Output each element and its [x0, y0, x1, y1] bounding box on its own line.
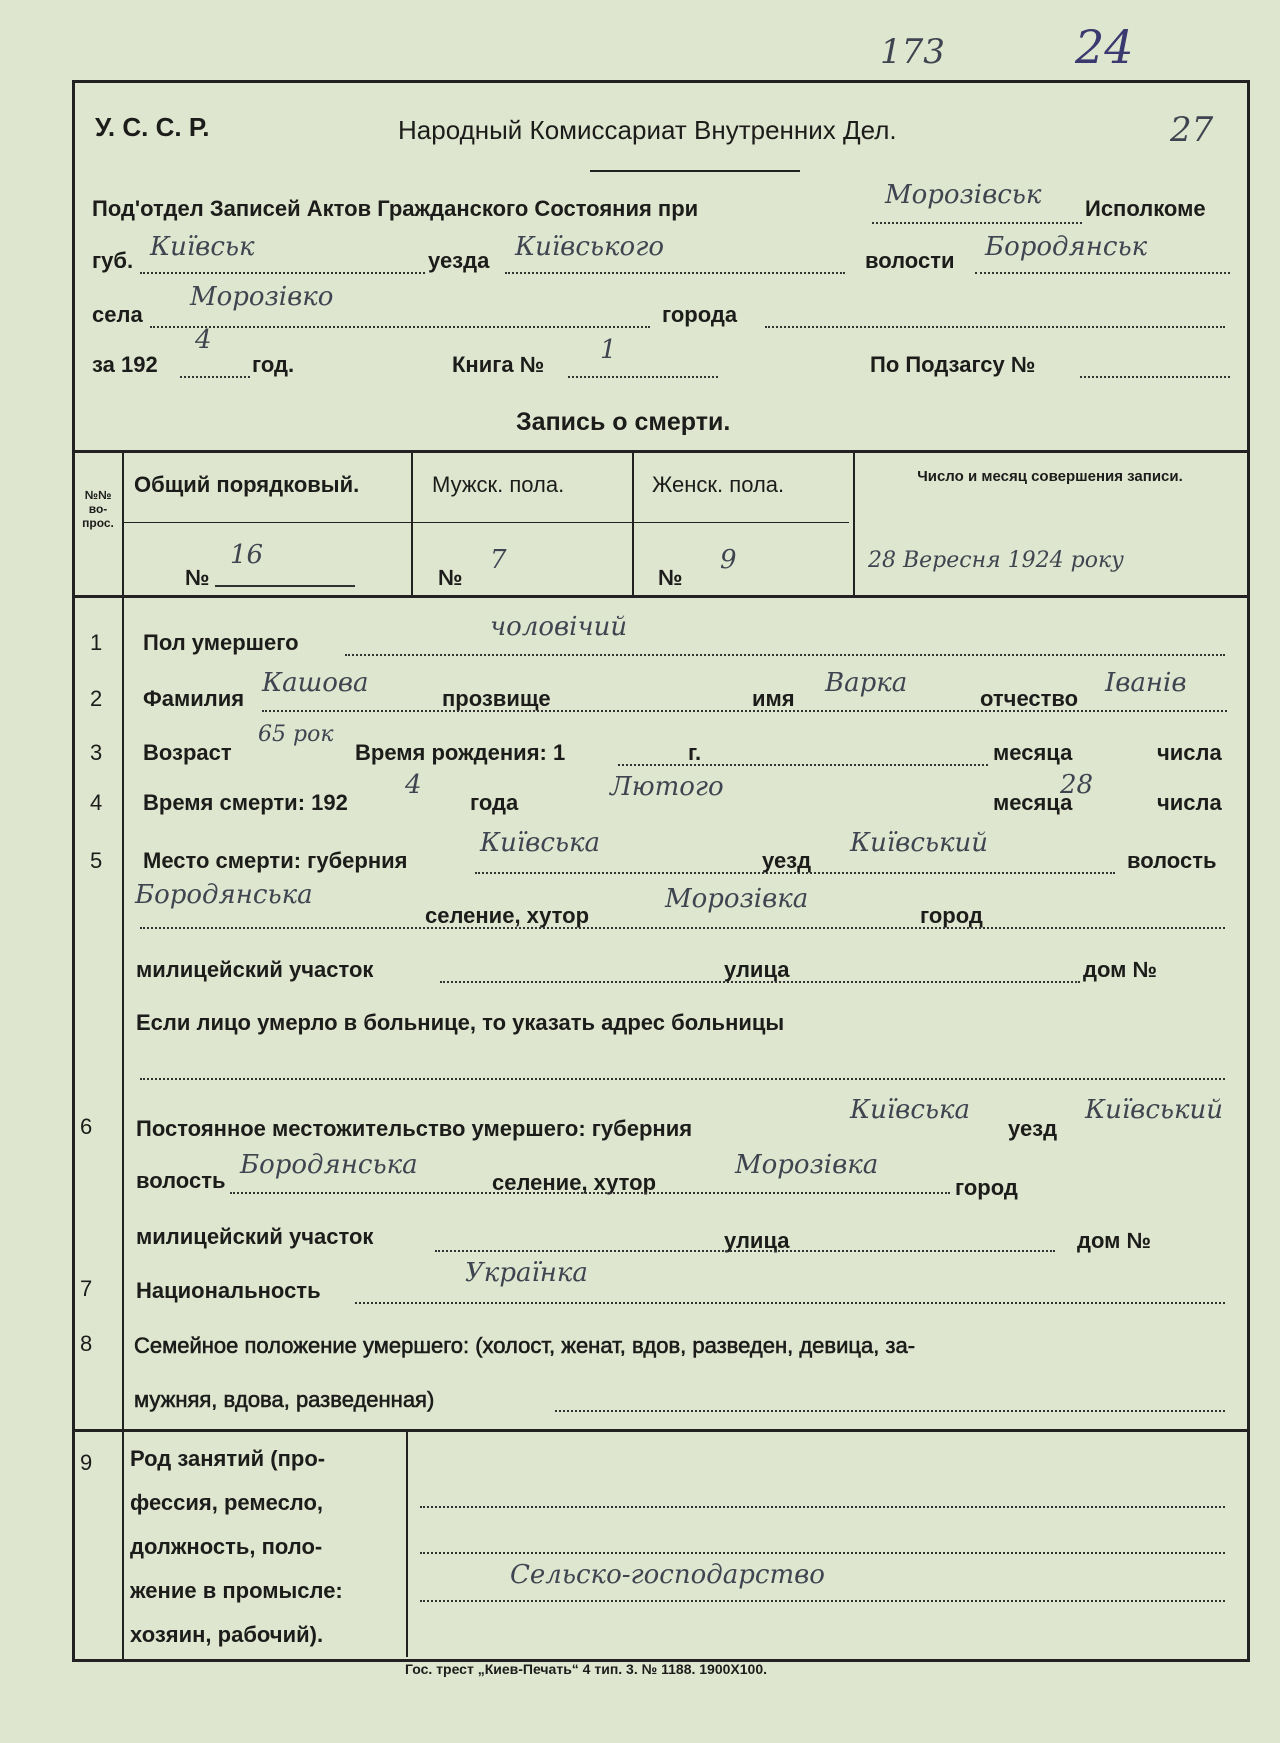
death-volost-label: волость — [1127, 848, 1217, 873]
rule-line — [853, 450, 855, 595]
death-house-label: дом № — [1083, 957, 1158, 982]
fill-line — [975, 272, 1230, 274]
volost-label: волости — [865, 248, 955, 273]
death-day-value: 28 — [1060, 770, 1094, 800]
selo-value: Морозівко — [190, 282, 334, 312]
year-suffix: год. — [252, 352, 295, 377]
death-uezd-label: уезд — [762, 848, 812, 873]
death-time-label: Время смерти: 192 — [143, 790, 348, 815]
male-value: 7 — [490, 545, 507, 575]
marital-status-line2: мужняя, вдова, разведенная) — [134, 1387, 435, 1412]
page-number-annotation: 173 — [880, 32, 945, 72]
nationality-label: Национальность — [136, 1278, 321, 1303]
subdept-suffix: Исполкоме — [1085, 196, 1206, 221]
patronymic-label: отчество — [980, 686, 1079, 711]
corner-number-annotation: 27 — [1170, 110, 1214, 150]
death-militia-label: милицейский участок — [136, 957, 374, 982]
divider — [590, 170, 800, 172]
fill-line — [440, 981, 1080, 983]
fill-line — [230, 1192, 950, 1194]
occupation-label: жение в промысле: — [130, 1578, 343, 1603]
row-num: 6 — [80, 1114, 93, 1139]
surname-label: Фамилия — [143, 686, 245, 711]
res-selo-value: Морозівка — [735, 1150, 879, 1180]
female-value: 9 — [720, 545, 737, 575]
birth-label: Время рождения: 1 — [355, 740, 566, 765]
row-num: 4 — [90, 790, 103, 815]
uezd-label: уезда — [428, 248, 490, 273]
volost-value: Бородянськ — [985, 232, 1148, 262]
death-year-suffix: года — [470, 790, 519, 815]
nickname-label: прозвище — [442, 686, 551, 711]
death-month-value: Лютого — [610, 772, 724, 802]
res-volost-value: Бородянська — [240, 1150, 418, 1180]
death-year-value: 4 — [405, 770, 422, 800]
fill-line — [140, 927, 1225, 929]
col-date-header: Число и месяц совершения записи. — [917, 468, 1183, 485]
nationality-value: Українка — [465, 1258, 588, 1288]
fill-line — [568, 376, 718, 378]
commissariat-title: Народный Комиссариат Внутренних Дел. — [398, 115, 897, 145]
occupation-value: Сельско-господарство — [510, 1560, 825, 1590]
marital-status-line1: Семейное положение умершего: (холост, женат, вдов, разведен, девица, за- — [134, 1333, 916, 1358]
gub-label: губ. — [92, 248, 134, 273]
fill-line — [345, 654, 1225, 656]
row-num: 3 — [90, 740, 103, 765]
res-uezd-label: уезд — [1008, 1116, 1058, 1141]
row-num: 8 — [80, 1331, 93, 1356]
fill-line — [420, 1506, 1225, 1508]
death-month-label: месяца — [993, 790, 1073, 815]
rule-line — [72, 595, 1247, 598]
patronymic-value: Іванів — [1105, 668, 1187, 698]
fill-line — [140, 1078, 1225, 1080]
year-value: 4 — [195, 325, 212, 355]
total-prefix: № — [185, 565, 210, 590]
death-day-label: числа — [1157, 790, 1222, 815]
age-label: Возраст — [143, 740, 232, 765]
row-num: 2 — [90, 686, 103, 711]
surname-value: Кашова — [262, 668, 369, 698]
occupation-label: Род занятий (про- — [130, 1446, 326, 1471]
subdept-value: Морозівськ — [885, 180, 1042, 210]
death-volost-value: Бородянська — [135, 880, 313, 910]
fill-line — [475, 872, 1115, 874]
fill-line — [435, 1250, 1055, 1252]
occupation-label: хозяин, рабочий). — [130, 1622, 324, 1647]
birth-year-suffix: г. — [688, 740, 702, 765]
fill-line — [420, 1600, 1225, 1602]
col-male-header: Мужск. пола. — [432, 472, 565, 497]
fill-line — [140, 272, 425, 274]
rule-line — [406, 1429, 408, 1657]
selo-label: села — [92, 302, 143, 327]
occupation-label: фессия, ремесло, — [130, 1490, 324, 1515]
gub-value: Київськ — [150, 232, 255, 262]
fill-line — [262, 710, 1227, 712]
female-prefix: № — [658, 565, 683, 590]
death-gub-value: Київська — [480, 828, 601, 858]
fill-line — [420, 1552, 1225, 1554]
res-house-label: дом № — [1077, 1228, 1152, 1253]
printer-footer: Гос. трест „Киев-Печать“ 4 тип. 3. № 1188. 1900Х100. — [405, 1661, 768, 1677]
fill-line — [1080, 376, 1230, 378]
sex-label: Пол умершего — [143, 630, 299, 655]
archive-number-annotation: 24 — [1075, 20, 1134, 74]
rule-line — [122, 450, 124, 1660]
republic: У. С. С. Р. — [95, 112, 210, 142]
subdept-label: Под'отдел Записей Актов Гражданского Состояния при — [92, 196, 699, 221]
fill-line — [355, 1302, 1225, 1304]
res-gub-value: Київська — [850, 1095, 971, 1125]
fill-line — [505, 272, 845, 274]
res-street-label: улица — [724, 1228, 790, 1253]
rule-line — [72, 450, 1247, 453]
col-num-header: №№ во-прос. — [82, 488, 114, 530]
fill-line — [872, 222, 1082, 224]
row-num: 5 — [90, 848, 103, 873]
birth-day-label: числа — [1157, 740, 1222, 765]
row-num: 7 — [80, 1276, 93, 1301]
residence-label: Постоянное местожительство умершего: губерния — [136, 1116, 693, 1141]
fill-line — [215, 585, 355, 587]
col-female-header: Женск. пола. — [652, 472, 785, 497]
hospital-label: Если лицо умерло в больнице, то указать адрес больницы — [136, 1010, 785, 1035]
death-street-label: улица — [724, 957, 790, 982]
age-value: 65 рок — [258, 722, 334, 747]
sex-value: чоловічий — [490, 612, 628, 642]
male-prefix: № — [438, 565, 463, 590]
res-uezd-value: Київський — [1085, 1095, 1224, 1125]
row-num: 1 — [90, 630, 103, 655]
res-selo-label: селение, хутор — [492, 1170, 657, 1195]
total-value: 16 — [230, 540, 264, 570]
death-place-label: Место смерти: губерния — [143, 848, 408, 873]
gorod-label: города — [662, 302, 738, 327]
book-label: Книга № — [452, 352, 545, 377]
name-label: имя — [752, 686, 795, 711]
occupation-label: должность, поло- — [130, 1534, 323, 1559]
row-num: 9 — [80, 1450, 93, 1475]
name-value: Варка — [825, 668, 908, 698]
book-value: 1 — [600, 335, 617, 365]
birth-month-label: месяца — [993, 740, 1073, 765]
form-title: Запись о смерти. — [516, 408, 731, 436]
fill-line — [618, 764, 988, 766]
rule-line — [124, 522, 849, 523]
year-label: за 192 — [92, 352, 158, 377]
fill-line — [180, 376, 250, 378]
date-value: 28 Вересня 1924 року — [868, 548, 1124, 573]
uezd-value: Київського — [515, 232, 665, 262]
res-gorod-label: город — [955, 1175, 1018, 1200]
res-volost-label: волость — [136, 1168, 226, 1193]
fill-line — [765, 326, 1225, 328]
fill-line — [555, 1410, 1225, 1412]
death-uezd-value: Київський — [850, 828, 989, 858]
death-gorod-label: город — [920, 903, 983, 928]
podzags-label: По Подзагсу № — [870, 352, 1036, 377]
fill-line — [150, 326, 650, 328]
death-selo-value: Морозівка — [665, 884, 809, 914]
death-selo-label: селение, хутор — [425, 903, 590, 928]
rule-line — [72, 1429, 1247, 1432]
res-militia-label: милицейский участок — [136, 1224, 374, 1249]
col-total-header: Общий порядковый. — [134, 472, 360, 497]
